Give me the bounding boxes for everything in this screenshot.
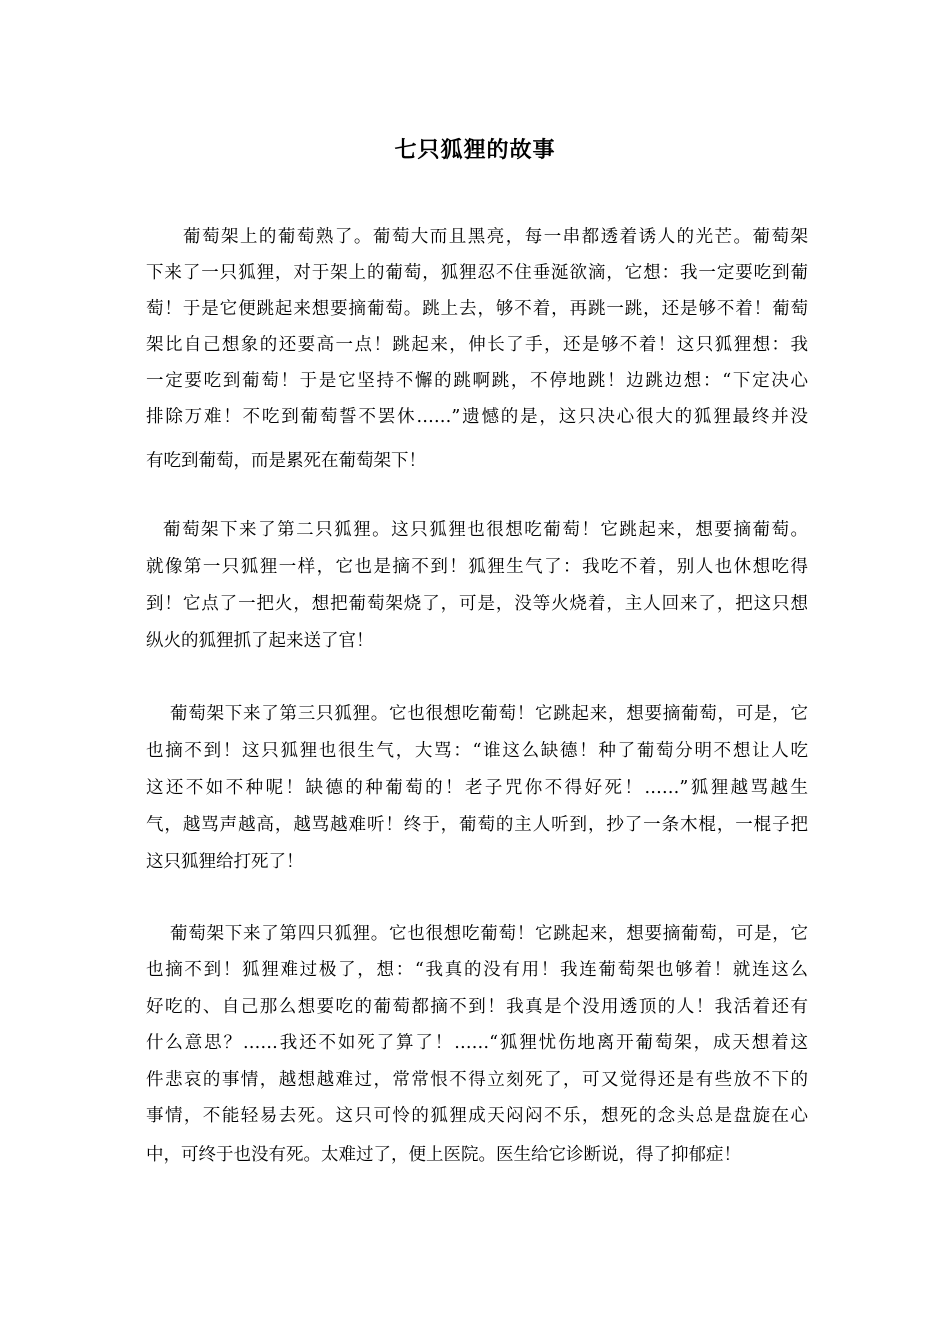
page-title: 七只狐狸的故事: [394, 137, 556, 163]
paragraph-line: 事情，不能轻易去死。这只可怜的狐狸成天闷闷不乐，想死的念头总是盘旋在心: [146, 1106, 808, 1126]
paragraph-line: 葡萄架上的葡萄熟了。葡萄大而且黑亮，每一串都透着诱人的光芒。葡萄架: [183, 227, 808, 247]
paragraph-line: 中，可终于也没有死。太难过了，便上医院。医生给它诊断说，得了抑郁症！: [146, 1145, 741, 1165]
paragraph-line: 件悲哀的事情，越想越难过，常常恨不得立刻死了，可又觉得还是有些放不下的: [146, 1070, 808, 1090]
paragraph-line: 葡萄架下来了第四只狐狸。它也很想吃葡萄！它跳起来，想要摘葡萄，可是，它: [170, 924, 808, 944]
paragraph-line: 纵火的狐狸抓了起来送了官！: [146, 631, 374, 651]
paragraph-line: 什么意思？……我还不如死了算了！……“狐狸忧伤地离开葡萄架，成天想着这: [146, 1033, 808, 1053]
paragraph-line: 下来了一只狐狸，对于架上的葡萄，狐狸忍不住垂涎欲滴，它想：我一定要吃到葡: [146, 263, 808, 283]
paragraph-line: 到！它点了一把火，想把葡萄架烧了，可是，没等火烧着，主人回来了，把这只想: [146, 594, 808, 614]
paragraph-line: 排除万难！不吃到葡萄誓不罢休……”遗憾的是，这只决心很大的狐狸最终并没: [146, 407, 808, 427]
paragraph-line: 这只狐狸给打死了！: [146, 852, 304, 872]
paragraph-line: 这还不如不种呢！缺德的种葡萄的！老子咒你不得好死！……”狐狸越骂越生: [146, 778, 808, 798]
paragraph-line: 架比自己想象的还要高一点！跳起来，伸长了手，还是够不着！这只狐狸想：我: [146, 335, 808, 355]
paragraph-line: 就像第一只狐狸一样，它也是摘不到！狐狸生气了：我吃不着，别人也休想吃得: [146, 557, 808, 577]
paragraph-line: 葡萄架下来了第二只狐狸。这只狐狸也很想吃葡萄！它跳起来，想要摘葡萄。: [163, 520, 808, 540]
paragraph-line: 也摘不到！这只狐狸也很生气，大骂：“谁这么缺德！种了葡萄分明不想让人吃: [146, 741, 808, 761]
paragraph-line: 萄！于是它便跳起来想要摘葡萄。跳上去，够不着，再跳一跳，还是够不着！葡萄: [146, 299, 808, 319]
paragraph-line: 气，越骂声越高，越骂越难听！终于，葡萄的主人听到，抄了一条木棍，一棍子把: [146, 815, 808, 835]
paragraph-line: 好吃的、自己那么想要吃的葡萄都摘不到！我真是个没用透顶的人！我活着还有: [146, 997, 808, 1017]
paragraph-line: 葡萄架下来了第三只狐狸。它也很想吃葡萄！它跳起来，想要摘葡萄，可是，它: [170, 704, 808, 724]
paragraph-line: 也摘不到！狐狸难过极了，想：“我真的没有用！我连葡萄架也够着！就连这么: [146, 960, 808, 980]
paragraph-line: 有吃到葡萄，而是累死在葡萄架下！: [146, 451, 426, 471]
paragraph-line: 一定要吃到葡萄！于是它坚持不懈的跳啊跳，不停地跳！边跳边想：“下定决心: [146, 371, 808, 391]
